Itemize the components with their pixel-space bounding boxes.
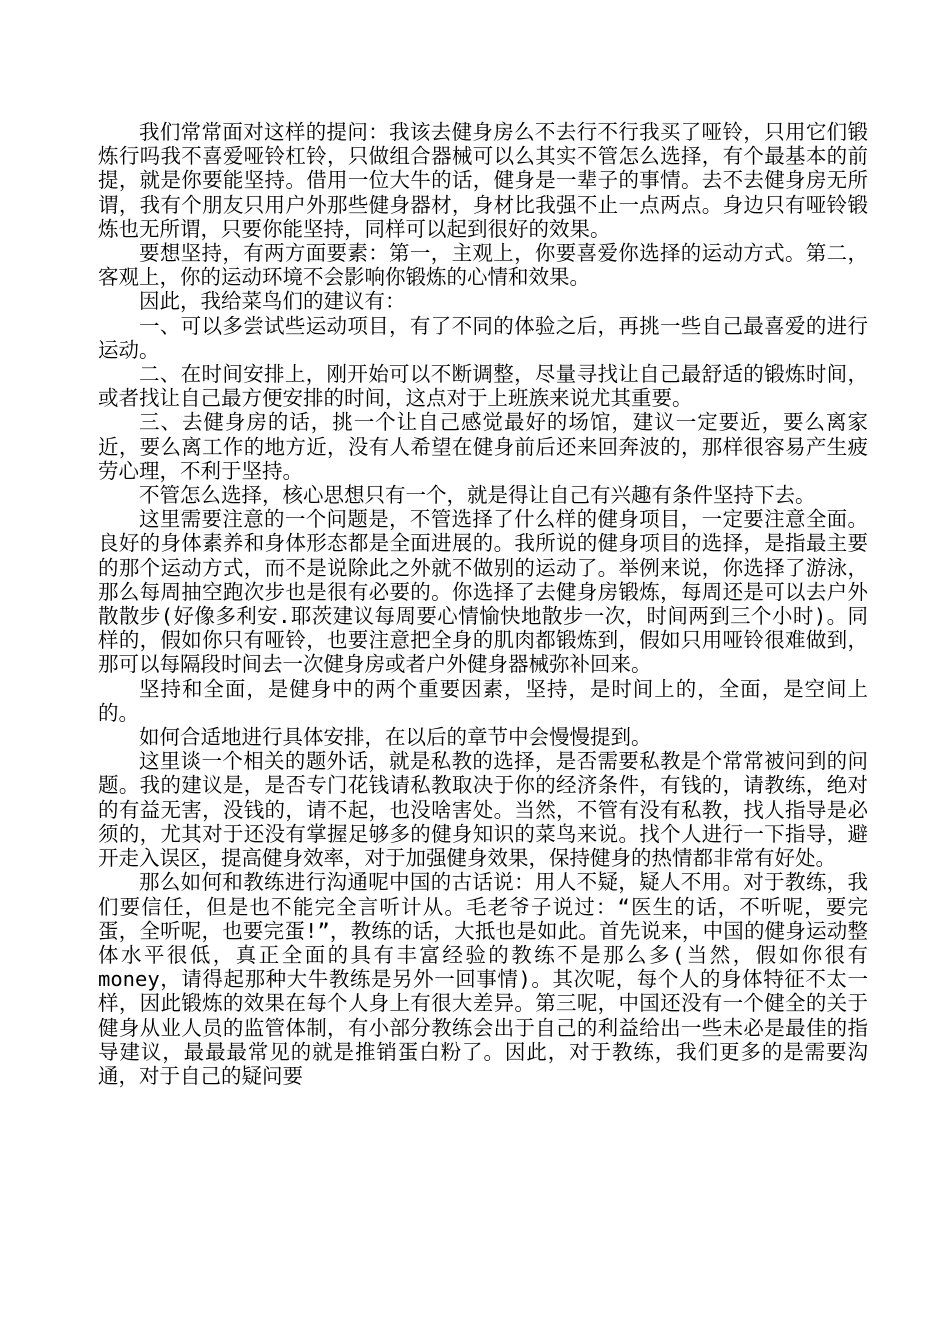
paragraph-6: 三、去健身房的话，挑一个让自己感觉最好的场馆，建议一定要近，要么离家近，要么离工作的地方近，没有人希望在健身前后还来回奔波的，那样很容易产生疲劳心理，不利于坚持。 [98,410,868,483]
paragraph-10: 如何合适地进行具体安排，在以后的章节中会慢慢提到。 [139,725,652,750]
paragraph-12: 那么如何和教练进行沟通呢中国的古话说：用人不疑，疑人不用。对于教练，我们要信任，但是也不能完全言听计从。毛老爷子说过：“医生的话，不听呢，要完蛋，全听呢，也要完蛋!”，教练的话，大抵也是如此。首先说来，中国的健身运动整体水平很低，真正全面的具有丰富经验的教练不是那么多(当然，假如你很有money，请得起那种大牛教练是另外一回事情)。其次呢，每个人的身体特征不太一样，因此锻炼的效果在每个人身上有很大差异。第三呢，中国还没有一个健全的关于健身从业人员的监管体制，有小部分教练会出于自己的利益给出一些未必是最佳的指导建议，最最最常见的就是推销蛋白粉了。因此，对于教练，我们更多的是需要沟通，对于自己的疑问要 [98,870,868,1088]
document-body [98,120,868,1088]
paragraph-9: 坚持和全面，是健身中的两个重要因素，坚持，是时间上的，全面，是空间上的。 [98,676,868,725]
paragraph-7: 不管怎么选择，核心思想只有一个，就是得让自己有兴趣有条件坚持下去。 [139,483,816,508]
paragraph-4: 一、可以多尝试些运动项目，有了不同的体验之后，再挑一些自己最喜爱的进行运动。 [98,313,868,362]
paragraph-3: 因此，我给菜鸟们的建议有： [139,289,406,314]
paragraph-5: 二、在时间安排上，刚开始可以不断调整，尽量寻找让自己最舒适的锻炼时间，或者找让自己最方便安排的时间，这点对于上班族来说尤其重要。 [98,362,868,411]
paragraph-11: 这里谈一个相关的题外话，就是私教的选择，是否需要私教是个常常被问到的问题。我的建议是，是否专门花钱请私教取决于你的经济条件，有钱的，请教练，绝对的有益无害，没钱的，请不起，也没啥害处。当然，不管有没有私教，找人指导是必须的，尤其对于还没有掌握足够多的健身知识的菜鸟来说。找个人进行一下指导，避开走入误区，提高健身效率，对于加强健身效果，保持健身的热情都非常有好处。 [98,749,868,871]
paragraph-8: 这里需要注意的一个问题是，不管选择了什么样的健身项目，一定要注意全面。良好的身体素养和身体形态都是全面进展的。我所说的健身项目的选择，是指最主要的那个运动方式，而不是说除此之外就不做别的运动了。举例来说，你选择了游泳，那么每周抽空跑次步也是很有必要的。你选择了去健身房锻炼，每周还是可以去户外散散步(好像多利安.耶茨建议每周要心情愉快地散步一次，时间两到三个小时)。同样的，假如你只有哑铃，也要注意把全身的肌肉都锻炼到，假如只用哑铃很难做到，那可以每隔段时间去一次健身房或者户外健身器械弥补回来。 [98,507,868,677]
paragraph-2: 要想坚持，有两方面要素：第一，主观上，你要喜爱你选择的运动方式。第二，客观上，你的运动环境不会影响你锻炼的心情和效果。 [98,241,868,290]
paragraph-1: 我们常常面对这样的提问：我该去健身房么不去行不行我买了哑铃，只用它们锻炼行吗我不喜爱哑铃杠铃，只做组合器械可以么其实不管怎么选择，有个最基本的前提，就是你要能坚持。借用一位大牛的话，健身是一辈子的事情。去不去健身房无所谓，我有个朋友只用户外那些健身器材，身材比我强不止一点两点。身边只有哑铃锻炼也无所谓，只要你能坚持，同样可以起到很好的效果。 [98,120,868,241]
